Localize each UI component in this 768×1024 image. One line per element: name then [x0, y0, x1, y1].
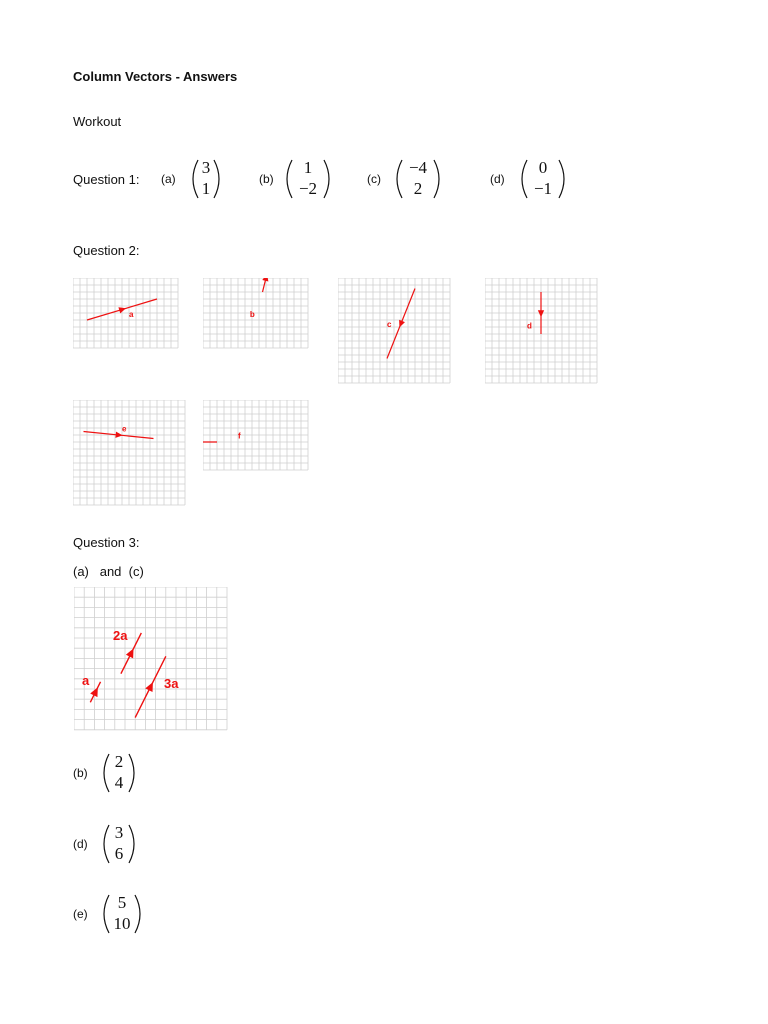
vector-top-value: 3	[114, 823, 124, 842]
q1-part-a-vector	[176, 157, 236, 201]
q3-part-e-vector	[92, 892, 152, 936]
vector-a-label: a	[129, 310, 134, 320]
vector-d-label: d	[527, 321, 532, 331]
vector-d-arrow	[538, 310, 544, 317]
grid-vector-a	[73, 278, 179, 349]
q3-part-d-vector	[89, 822, 149, 866]
q3-part-e-label: (e)	[73, 907, 88, 921]
vector-e-label: e	[122, 424, 127, 434]
q1-part-b-vector	[278, 157, 338, 201]
vector-f-label: f	[238, 431, 241, 441]
q1-part-d-vector	[513, 157, 573, 201]
q3-part-d-label: (d)	[73, 837, 88, 851]
grid-q3-multiples	[74, 587, 228, 731]
page-title: Column Vectors - Answers	[73, 69, 238, 84]
question-3-label: Question 3:	[73, 535, 140, 550]
section-heading: Workout	[73, 114, 122, 129]
vector-bottom-value: 6	[114, 844, 124, 863]
vector-label-3a: 3a	[164, 676, 179, 691]
vector-top-value: 2	[114, 752, 124, 771]
q1-part-c-label: (c)	[367, 172, 381, 186]
vector-bottom-value: 10	[113, 914, 131, 933]
vector-top-value: 0	[538, 158, 548, 177]
vector-bottom-value: −1	[533, 179, 553, 198]
vector-label-2a: 2a	[113, 628, 128, 643]
grid-vector-b	[203, 278, 309, 349]
q1-part-a-label: (a)	[161, 172, 176, 186]
vector-top-value: 5	[117, 893, 127, 912]
q3-parts-a-c-label: (a) and (c)	[73, 564, 144, 579]
q1-part-c-vector	[388, 157, 448, 201]
grid-vector-f	[203, 400, 309, 471]
vector-b-label: b	[249, 310, 255, 320]
vector-top-value: −4	[408, 158, 428, 177]
vector-bottom-value: 4	[114, 773, 124, 792]
vector-bottom-value: −2	[298, 179, 318, 198]
vector-c-label: c	[387, 320, 392, 329]
grid-vector-d	[485, 278, 598, 384]
question-2-label: Question 2:	[73, 243, 140, 258]
grid-vector-e	[73, 400, 186, 506]
vector-top-value: 3	[201, 158, 211, 177]
vector-bottom-value: 2	[413, 179, 423, 198]
q3-part-b-label: (b)	[73, 766, 88, 780]
q1-part-b-label: (b)	[259, 172, 274, 186]
vector-top-value: 1	[303, 158, 313, 177]
q1-part-d-label: (d)	[490, 172, 505, 186]
grid-vector-c	[338, 278, 451, 384]
vector-bottom-value: 1	[201, 179, 211, 198]
vector-label-a: a	[82, 673, 90, 688]
q3-part-b-vector	[89, 751, 149, 795]
question-1-label: Question 1:	[73, 172, 140, 187]
